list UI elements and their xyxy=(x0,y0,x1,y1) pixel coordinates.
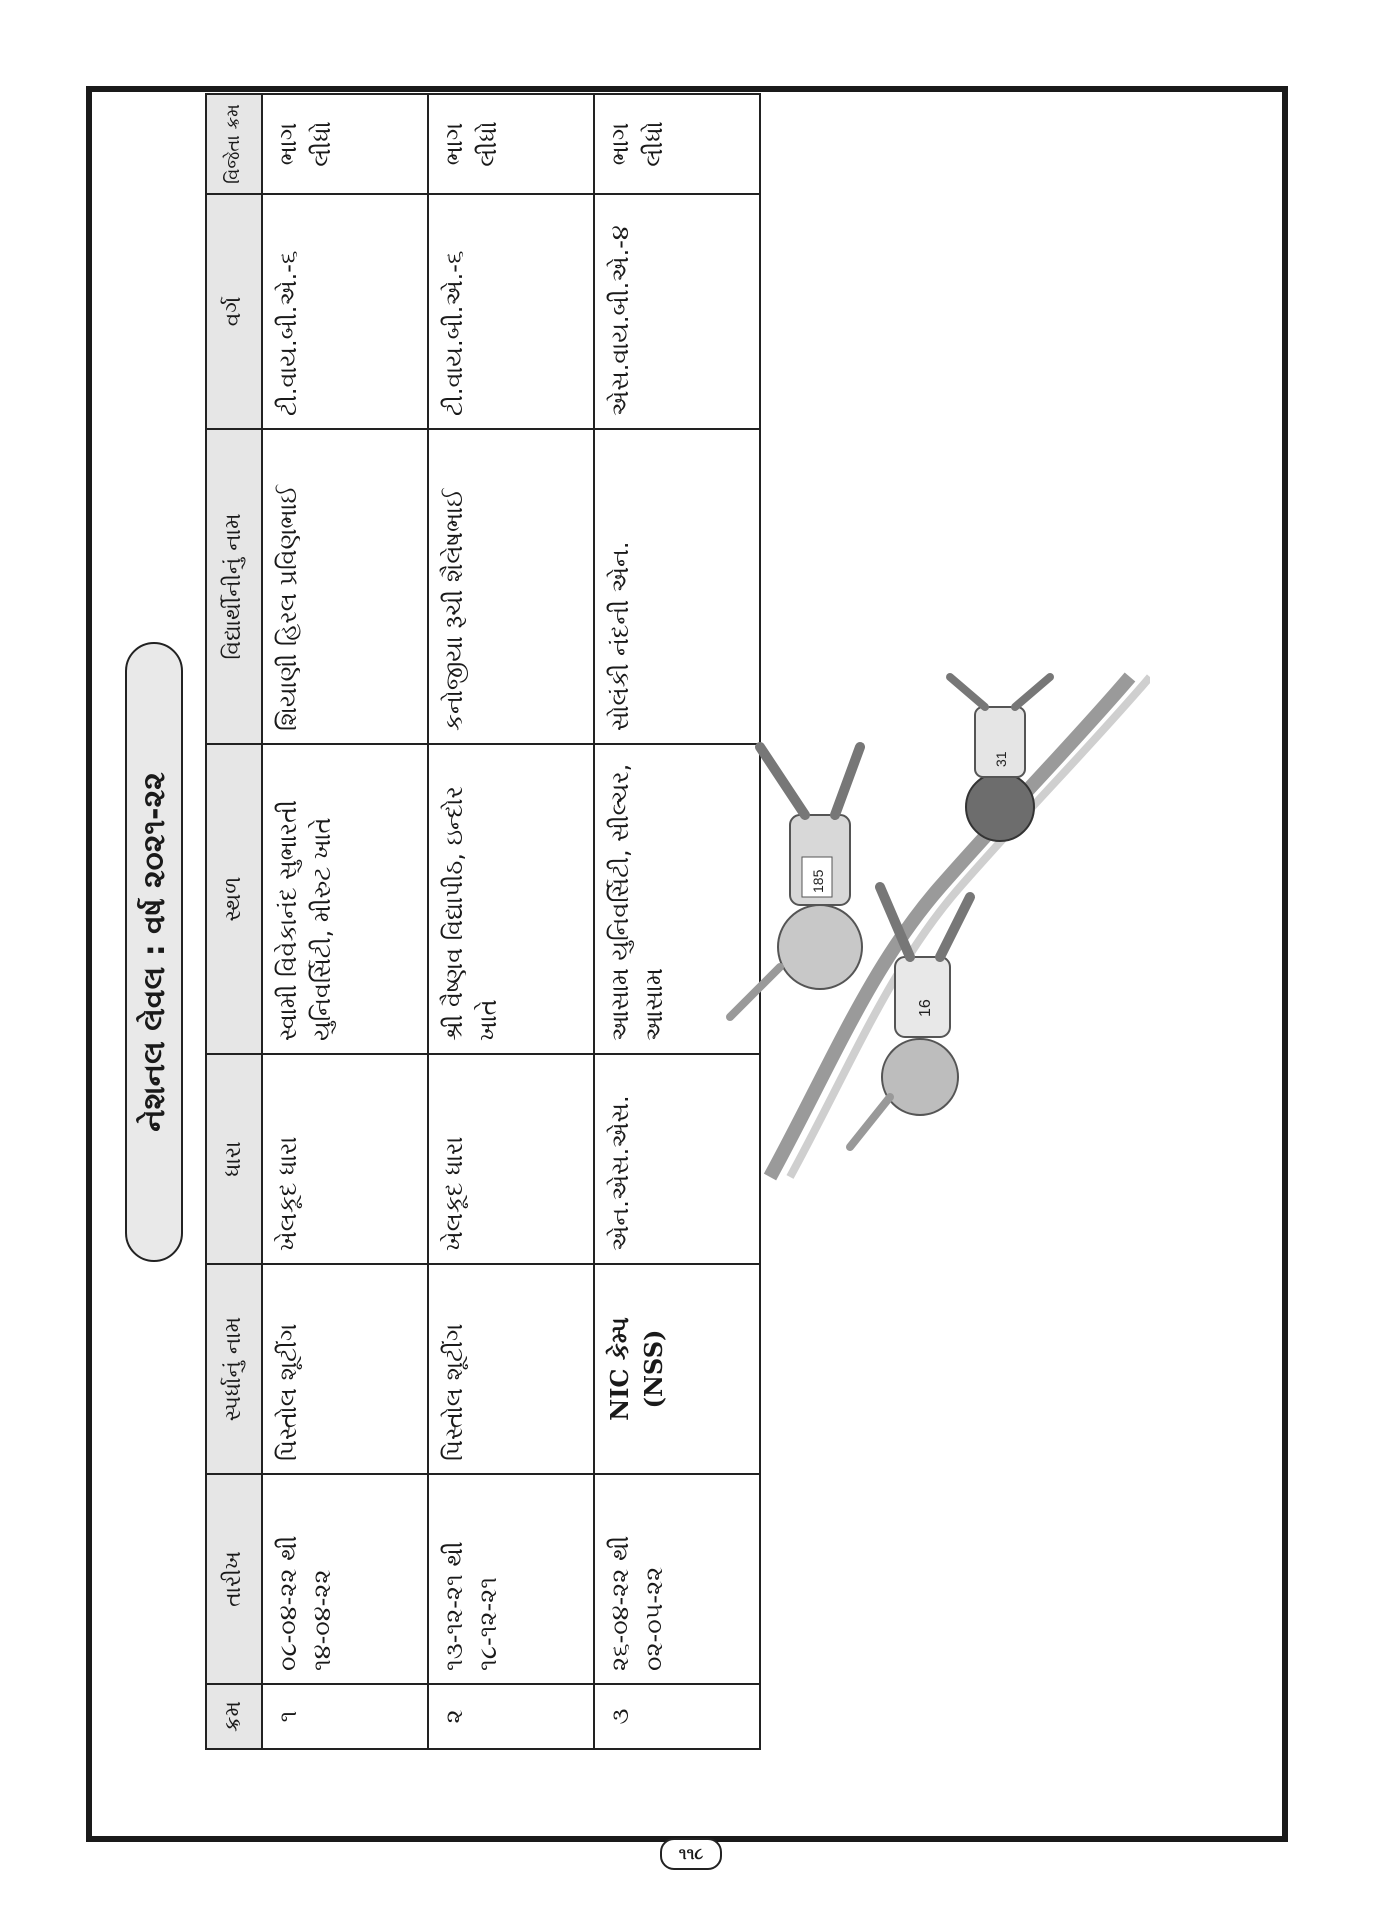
cell-stream: એન.એસ.એસ. xyxy=(594,1054,760,1264)
cell-event: પિસ્તોલ શૂટીંગ xyxy=(428,1264,594,1474)
table-header-row xyxy=(206,94,262,1749)
cell-stream: ખેલકૂદ ધારા xyxy=(428,1054,594,1264)
header-num: ક્રમ xyxy=(206,1684,262,1749)
rotated-content xyxy=(90,86,1292,1842)
runners-finish-line-illustration xyxy=(710,667,1150,1187)
cell-class: ટી.વાય.બી.એ.-૬ xyxy=(262,194,428,429)
header-class: વર્ગ xyxy=(206,194,262,429)
cell-date: ૨૬-૦૪-૨૨ થી ૦૨-૦૫-૨૨ xyxy=(594,1474,760,1684)
header-stream: ધારા xyxy=(206,1054,262,1264)
awards-table xyxy=(205,93,761,1750)
header-date: તારીખ xyxy=(206,1474,262,1684)
cell-student: શિયાણી હિરલ પ્રવિણભાઈ xyxy=(262,429,428,744)
header-venue: સ્થળ xyxy=(206,744,262,1054)
header-rank: વિજેતા ક્રમ xyxy=(206,94,262,194)
cell-rank: ભાગ લીધો xyxy=(262,94,428,194)
cell-num: ૨ xyxy=(428,1684,594,1749)
table-row xyxy=(428,94,594,1749)
header-event: સ્પર્ધાનું નામ xyxy=(206,1264,262,1474)
cell-date: ૦૮-૦૪-૨૨ થી ૧૪-૦૪-૨૨ xyxy=(262,1474,428,1684)
runner-right xyxy=(950,677,1050,841)
bib-number: 185 xyxy=(810,869,826,893)
cell-rank: ભાગ લીધો xyxy=(594,94,760,194)
cell-class: એસ.વાય.બી.એ.-૪ xyxy=(594,194,760,429)
cell-student: કનોજીયા રૂચી શૈલેષભાઈ xyxy=(428,429,594,744)
cell-date: ૧૩-૧૨-૨૧ થી ૧૮-૧૨-૨૧ xyxy=(428,1474,594,1684)
cell-num: ૧ xyxy=(262,1684,428,1749)
cell-stream: ખેલકૂદ ધારા xyxy=(262,1054,428,1264)
table-row xyxy=(262,94,428,1749)
cell-num: ૩ xyxy=(594,1684,760,1749)
cell-student: સોલંકી નંદની એન. xyxy=(594,429,760,744)
cell-rank: ભાગ લીધો xyxy=(428,94,594,194)
page-title: નેશનલ લેવલ : વર્ષ ૨૦૨૧-૨૨ xyxy=(125,642,183,1262)
runner-center xyxy=(730,747,862,1017)
header-student: વિદ્યાર્થીનીનું નામ xyxy=(206,429,262,744)
bib-number: 16 xyxy=(917,999,934,1017)
cell-venue: આસામ યુનિવર્સિટી, સીલ્ચર, આસામ xyxy=(594,744,760,1054)
page-number: ૧૧૮ xyxy=(660,1838,722,1870)
cell-event: પિસ્તોલ શૂટીંગ xyxy=(262,1264,428,1474)
cell-venue: શ્રી વૈષ્ણવ વિદ્યાપીઠ, ઇન્દોર ખાતે xyxy=(428,744,594,1054)
cell-venue: સ્વામી વિવેકાનંદ સુભારતી યુનિવર્સિટી, મીરુટ ખાતે xyxy=(262,744,428,1054)
cell-event: NIC કેમ્પ (NSS) xyxy=(594,1264,760,1474)
bib-number: 31 xyxy=(993,751,1009,767)
cell-class: ટી.વાય.બી.એ.-૬ xyxy=(428,194,594,429)
